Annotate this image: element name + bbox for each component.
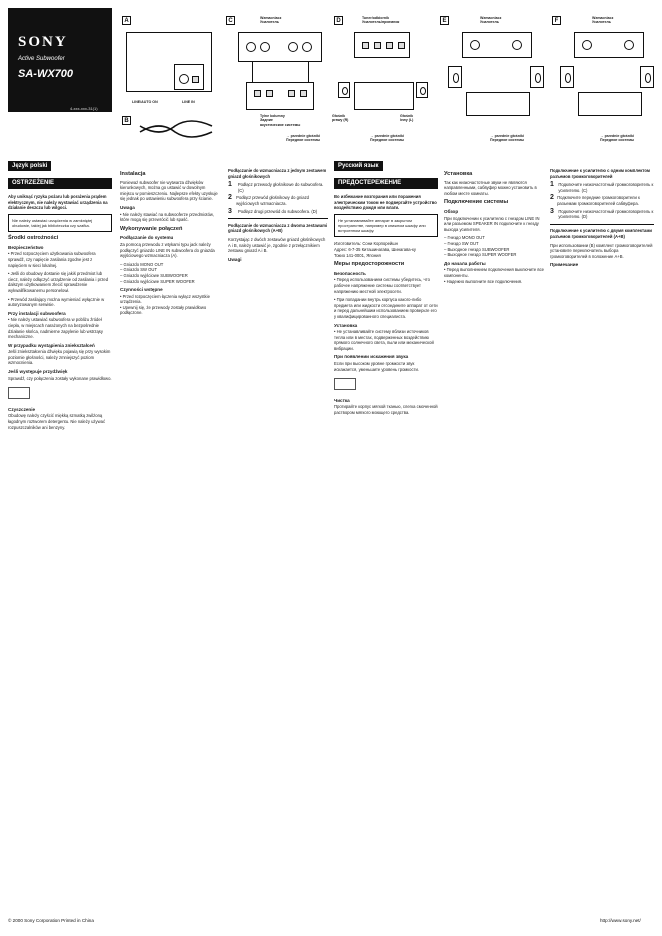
paragraph: Протирайте корпус мягкой тканью, слегка смоченной раствором мягкого моющего средства. [334,404,438,416]
terminal-icon [246,42,256,52]
model-number: SA-WX700 [18,68,74,80]
subsection-title: Przy instalacji subwoofera [8,310,66,316]
terminal-icon [300,90,307,97]
subsection-title: Чистка [334,397,350,403]
terminal-icon [260,42,270,52]
diagram-tag: C [226,16,235,25]
diagram-c [226,8,328,148]
front-speakers-arrow: → przednie głośniki Передние системы [490,134,525,143]
paragraph: Za pomocą przewodu z wtykami typu jack należy podłączyć gniazdo LINE IN subwoofera do gniazda wyjściowego wzmacniacza (A). [120,241,215,259]
subsection-title: Примечание [550,262,579,268]
paragraph: Jeśli zniekształcenia dźwięku pojawią się przy wysokim poziomie głośności, należy zmniejszyć poziom wzmocnienia. [8,349,111,366]
step-text: Подключите низкочастотный громкоговоритель к усилителю. (C) [558,182,654,193]
list-item: – Gniazdo SW OUT [120,267,158,273]
volume-knob-icon [179,74,189,84]
subsection-title: Uwaga [120,204,135,210]
section-title: Меры предосторожности [334,261,405,268]
step: 2 Подключите передние громкоговорители к разъемам громкоговорителей сабвуфера. [550,195,654,206]
diagram-tag: A [122,16,131,25]
speaker-icon [530,66,544,88]
speaker-icon [338,82,350,98]
terminal-icon [288,42,298,52]
terminal-icon [374,42,381,49]
divider [550,224,654,225]
amplifier-label: Wzmacniacz Усилитель [592,16,614,25]
terminal-icon [254,90,261,97]
list-item: – Гнездо MONO OUT [444,235,485,241]
paragraph: • Przewód zasilający można wymieniać wyłącznie w autoryzowanym serwisie. [8,296,105,308]
subwoofer-panel [578,92,642,116]
subsection-title: Czyszczenie [8,406,36,412]
section-title: Wykonywanie połączeń [120,225,183,232]
warning-text: Во избежание возгорания или поражения электрическим током не подвергайте устройство воздействию дождя или влаги. [334,194,437,211]
warning-header: OSTRZEŻENIE [8,178,112,189]
subsection-title: Установка [334,322,358,328]
section-title: Środki ostrożności [8,235,59,242]
diagram-b [120,112,218,142]
subsection-title: Bezpieczeństwo [8,244,44,250]
right-speaker-label: Głośnik prawy (R) [332,114,349,123]
subsection-title: До начала работы [444,260,486,266]
step-text: Podłącz przewód głośnikowy do gniazd wyjściowych wzmacniacza. [236,195,310,206]
cable-illustration [120,112,218,142]
manufacturer-info: Изготовитель: Сони Корпорейшн Адрес: 6-7-35 Киташинагава, Шинагава-ку Токио 141-0001, Япония [334,241,416,258]
copyright: © 2000 Sony Corporation Printed in China [8,918,94,923]
paragraph: Если при высоком уровне громкости звук искажается, уменьшите уровень громкости. [334,361,420,372]
paragraph: При подключении к усилителю с гнездом LINE IN или разъемом SPEAKER IN подключите к гнезду выхода усилителя. [444,215,540,232]
subsection-title: Uwagi [228,256,242,262]
terminal-icon [398,42,405,49]
subsection-title: Jeśli występuje przydźwięk [8,369,68,375]
line-in-jack-icon [192,76,199,83]
step-text: Подключите низкочастотный громкоговоритель к усилителю. (D) [558,208,654,220]
tuner-label: Tuner/odbiornik Усилитель/приемник [362,16,400,25]
website-link[interactable]: http://www.sony.net/ [600,918,641,923]
terminal-icon [362,42,369,49]
step-text: Подключите передние громкоговорители к разъемам громкоговорителей сабвуфера. [557,195,640,206]
paragraph: • Przed rozpoczęciem łączenia wyłącz wszystkie urządzenia. • Upewnij się, że przewody zostały prawidłowo podłączone. [120,293,210,316]
ru-column-3 [550,168,654,269]
paragraph: Podłączanie do wzmacniacza z dwoma zestawami gniazd głośnikowych (A+B) [228,222,328,234]
paragraph: Подключение к усилителю с одним комплектом разъемов громкоговорителей [550,168,650,179]
terminal-icon [470,40,480,50]
left-speaker-label: Głośnik lewy (L) [400,114,414,123]
step: 3 Podłącz drugi przewód do subwoofera. (D) [228,207,318,215]
warning-header: ПРЕДОСТЕРЕЖЕНИЕ [334,178,438,189]
divider [228,218,328,219]
speaker-wire [252,62,253,82]
speaker-icon [640,66,654,88]
paragraph: • Nie należy stawiać na subwooferze przedmiotów, które mogą się przewrócić lub spaść. [120,211,214,223]
diagram-e [440,8,544,148]
document-code: 4-xxx-xxx-31(1) [70,106,98,111]
recycling-icon [8,387,30,399]
subsection-title: Podłączanie do systemu [120,235,174,241]
amplifier-label: Wzmacniacz Усилитель [260,16,282,25]
diagram-f [552,8,656,148]
subsection-title: W przypadku wystąpienia zniekształceń [8,342,95,348]
front-speakers-arrow: → przednie głośniki Передние системы [600,134,635,143]
brand-block [8,8,112,112]
diagram-a-label-1: LINE/AUTO ON [132,100,158,104]
terminal-icon [302,42,312,52]
paragraph: • Перед выполнением подключения выключите все компоненты. • Надежно выполните все подключения. [444,267,544,284]
list-item: – Gniazdo wyjściowe SUBWOOFER [120,272,188,278]
step: 1 Подключите низкочастотный громкоговоритель к усилителю. (C) [550,181,654,193]
warning-box: Nie należy ustawiać urządzenia w zamkniętej obudowie, takiej jak biblioteczka czy szafka. [8,214,112,232]
language-tab-pl: Język polski [8,161,51,171]
paragraph: Obudowę należy czyścić miękką szmatką zwilżoną łagodnym roztworem detergentu. Nie należy używać rozpuszczalników ani benzyny. [8,413,106,430]
product-name: Active Subwoofer [18,56,65,62]
terminal-icon [386,42,393,49]
terminal-icon [288,90,295,97]
subsection-title: Czynności wstępne [120,287,163,293]
diagram-tag: B [122,116,131,125]
paragraph: • Перед использованием системы убедитесь, что рабочее напряжение системы соответствует напряжению местной электросети. [334,277,430,294]
amplifier-label: Wzmacniacz Усилитель [480,16,502,25]
paragraph: Так как низкочастотные звуки не являются направленными, сабвуфер можно установить в любом месте комнаты. [444,179,537,196]
paragraph: Sprawdź, czy połączenia zostały wykonane prawidłowo. [8,375,112,381]
diagram-a [120,8,218,112]
paragraph: При использовании (B) комплект громкоговорителей установите переключатель выбора громкоговорителей в положение A+B. [550,242,653,259]
diagram-d [330,8,434,148]
terminal-icon [624,40,634,50]
diagram-a-label-2: LINE IN [182,100,195,104]
paragraph: Подключение к усилителю с двумя комплектами разъемов громкоговорителей (A+B) [550,228,653,239]
paragraph: Ponieważ subwoofer nie wytwarza dźwięków kierunkowych, można go ustawić w dowolnym miejscu w pomieszczeniu. Najlepsze efekty uzyskuje się jednak po ustawieniu subwoofera przy ścianie. [120,179,218,202]
speaker-icon [448,66,462,88]
step: 2 Podłącz przewód głośnikowy do gniazd wyjściowych wzmacniacza. [228,195,328,206]
paragraph: • Не устанавливайте систему вблизи источников тепла или в местах, подверженных воздействию прямого солнечного света, пыли или механической вибрации. [334,329,434,351]
sony-logo: SONY [18,34,68,50]
recycling-icon [334,378,356,390]
section-title: Instalacja [120,171,146,177]
diagram-tag: D [334,16,343,25]
list-item: – Gniazdo wyjściowe SUPER WOOFER [120,278,195,284]
ru-column-2 [444,168,544,287]
subsection-title: Обзор [444,208,459,214]
terminal-icon [512,40,522,50]
section-title: Подключение системы [444,199,509,206]
pl-column-3 [228,168,328,263]
subsection-title: Безопасность [334,270,366,276]
rear-speakers-label: Tylne kolumny Задние акустические системы [260,114,301,127]
warning-text: Aby uniknąć ryzyka pożaru lub porażenia prądem elektrycznym, nie należy wystawiać urządzenia na działanie deszczu lub wilgoci. [8,194,108,211]
list-item: – Выходное гнездо SUPER WOOFER [444,252,517,258]
diagram-tag: F [552,16,561,25]
step-text: Podłącz drugi przewód do subwoofera. (D) [238,208,318,214]
paragraph: Korzystając z dwóch zestawów gniazd głośnikowych A i B, należy ustawić je, zgodnie z przełącznikiem zestawu gniazd A i B. [228,236,326,254]
speaker-icon [416,82,428,98]
paragraph: • Przed rozpoczęciem użytkowania subwoofera sprawdź, czy napięcie zasilania zgodne jest z napięciem w sieci lokalnej. [8,251,96,268]
language-tab-ru: Русский язык [334,161,383,171]
terminal-icon [266,90,273,97]
speaker-wire [308,62,309,82]
list-item: – Gniazdo MONO OUT [120,261,164,267]
pl-column-1 [8,154,112,433]
subwoofer-panel [354,82,414,110]
front-speakers-arrow: → przednie głośniki Передние системы [370,134,405,143]
warning-box: Не устанавливайте аппарат в закрытом пространстве, например в книжном шкафу или встроенном шкафу. [334,214,438,238]
subsection-title: При появлении искажения звука [334,354,409,360]
list-item: – Выходное гнездо SUBWOOFER [444,246,510,252]
paragraph: Podłączanie do wzmacniacza z jednym zestawem gniazd głośnikowych [228,168,327,179]
pl-column-2 [120,168,220,319]
step: 3 Подключите низкочастотный громкоговоритель к усилителю. (D) [550,207,654,220]
ru-column-1 [334,154,438,419]
step: 1 Podłącz przewody głośnikowe do subwoofera. (C) [228,182,328,193]
section-title: Установка [444,171,473,177]
terminal-icon [582,40,592,50]
step-text: Podłącz przewody głośnikowe do subwoofera. (C) [237,182,324,193]
speaker-icon [560,66,574,88]
list-item: – Гнездо SW OUT [444,240,479,246]
front-speakers-arrow: → przednie głośniki Передние системы [286,134,321,143]
diagram-tag: E [440,16,449,25]
subwoofer-panel [466,92,530,116]
paragraph: • Nie należy ustawiać subwoofera w pobliżu źródeł ciepła, w miejscach narażonych na bezpośrednie działanie słońca, nadmierne zapylenie lub wstrząsy mechaniczne. [8,317,103,340]
paragraph: • При попадании внутрь корпуса какого-либо предмета или жидкости отсоедините аппарат от сети и перед дальнейшим использованием проверьте его у квалифицированного специалиста. [334,297,438,319]
paragraph: • Jeśli do obudowy dostanie się jakiś przedmiot lub ciecz, należy odłączyć urządzenie od zasilania i przed dalszym użytkowaniem zlecić sprawdzenie wykwalifikowanemu personelowi. [8,271,109,293]
